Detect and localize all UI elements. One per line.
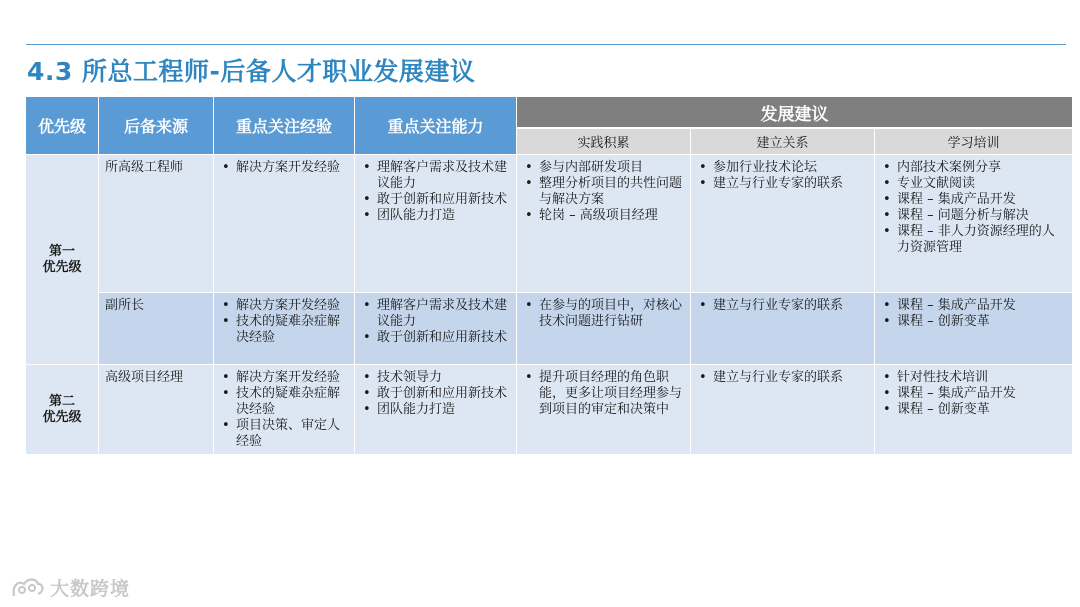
list-item: • 课程 – 创新变革 [897,402,1066,418]
list-item: • 参与内部研发项目 [539,160,684,176]
row3-ability [355,365,516,454]
list-item: • 项目决策、审定人经验 [236,418,348,450]
priority-first-line1: 第一 [48,243,75,259]
header-priority: 优先级 [26,97,98,154]
row2-learning [875,293,1072,364]
row1-relations [691,155,874,292]
header-relations: 建立关系 [691,129,874,154]
header-learning: 学习培训 [875,129,1072,154]
list-item: • 针对性技术培训 [897,370,1066,386]
row2-relations [691,293,874,364]
list-item: • 解决方案开发经验 [236,298,348,314]
list-item: • 内部技术案例分享 [897,160,1066,176]
list-item: • 敢于创新和应用新技术 [377,386,510,402]
watermark-text: 大数跨境 [50,578,131,600]
list-item: • 技术的疑难杂症解决经验 [236,314,348,346]
list-item: • 理解客户需求及技术建议能力 [377,160,510,192]
priority-first [26,155,98,364]
list-item: • 专业文献阅读 [897,176,1066,192]
list-item: • 课程 – 集成产品开发 [897,192,1066,208]
list-item: • 建立与行业专家的联系 [713,176,868,192]
row1-learning [875,155,1072,292]
list-item: • 敢于创新和应用新技术 [377,330,510,346]
list-item: • 轮岗 – 高级项目经理 [539,208,684,224]
list-item: • 解决方案开发经验 [236,160,348,176]
header-suggestions: 发展建议 [517,97,1072,127]
list-item: • 课程 – 非人力资源经理的人力资源管理 [897,224,1066,256]
list-item: • 整理分析项目的共性问题与解决方案 [539,176,684,208]
watermark [10,574,130,601]
row2-experience [214,293,354,364]
row2-source: 副所长 [99,293,213,364]
list-item: • 团队能力打造 [377,208,510,224]
list-item: • 敢于创新和应用新技术 [377,192,510,208]
page-title: 4.3 所总工程师-后备人才职业发展建议 [27,57,476,86]
list-item: • 在参与的项目中，对核心技术问题进行钻研 [539,298,684,330]
row3-experience [214,365,354,454]
list-item: • 理解客户需求及技术建议能力 [377,298,510,330]
priority-second [26,365,98,454]
header-source: 后备来源 [99,97,213,154]
list-item: • 参加行业技术论坛 [713,160,868,176]
list-item: • 课程 – 集成产品开发 [897,298,1066,314]
row1-experience [214,155,354,292]
list-item: • 课程 – 集成产品开发 [897,386,1066,402]
header-practice: 实践积累 [517,129,690,154]
row1-practice [517,155,690,292]
row1-source: 所高级工程师 [99,155,213,292]
list-item: • 技术的疑难杂症解决经验 [236,386,348,418]
list-item: • 建立与行业专家的联系 [713,298,868,314]
watermark-logo-icon [10,576,46,600]
header-experience: 重点关注经验 [214,97,354,154]
row1-ability [355,155,516,292]
header-ability: 重点关注能力 [355,97,516,154]
list-item: • 建立与行业专家的联系 [713,370,868,386]
row3-learning [875,365,1072,454]
priority-second-line2: 优先级 [42,409,82,425]
row3-relations [691,365,874,454]
list-item: • 课程 – 问题分析与解决 [897,208,1066,224]
priority-first-line2: 优先级 [42,259,82,275]
list-item: • 技术领导力 [377,370,510,386]
row3-practice [517,365,690,454]
list-item: • 解决方案开发经验 [236,370,348,386]
top-divider [26,44,1066,45]
row2-ability [355,293,516,364]
list-item: • 团队能力打造 [377,402,510,418]
row3-source: 高级项目经理 [99,365,213,454]
row2-practice [517,293,690,364]
list-item: • 提升项目经理的角色职能，更多让项目经理参与到项目的审定和决策中 [539,370,684,418]
list-item: • 课程 – 创新变革 [897,314,1066,330]
priority-second-line1: 第二 [48,393,75,409]
